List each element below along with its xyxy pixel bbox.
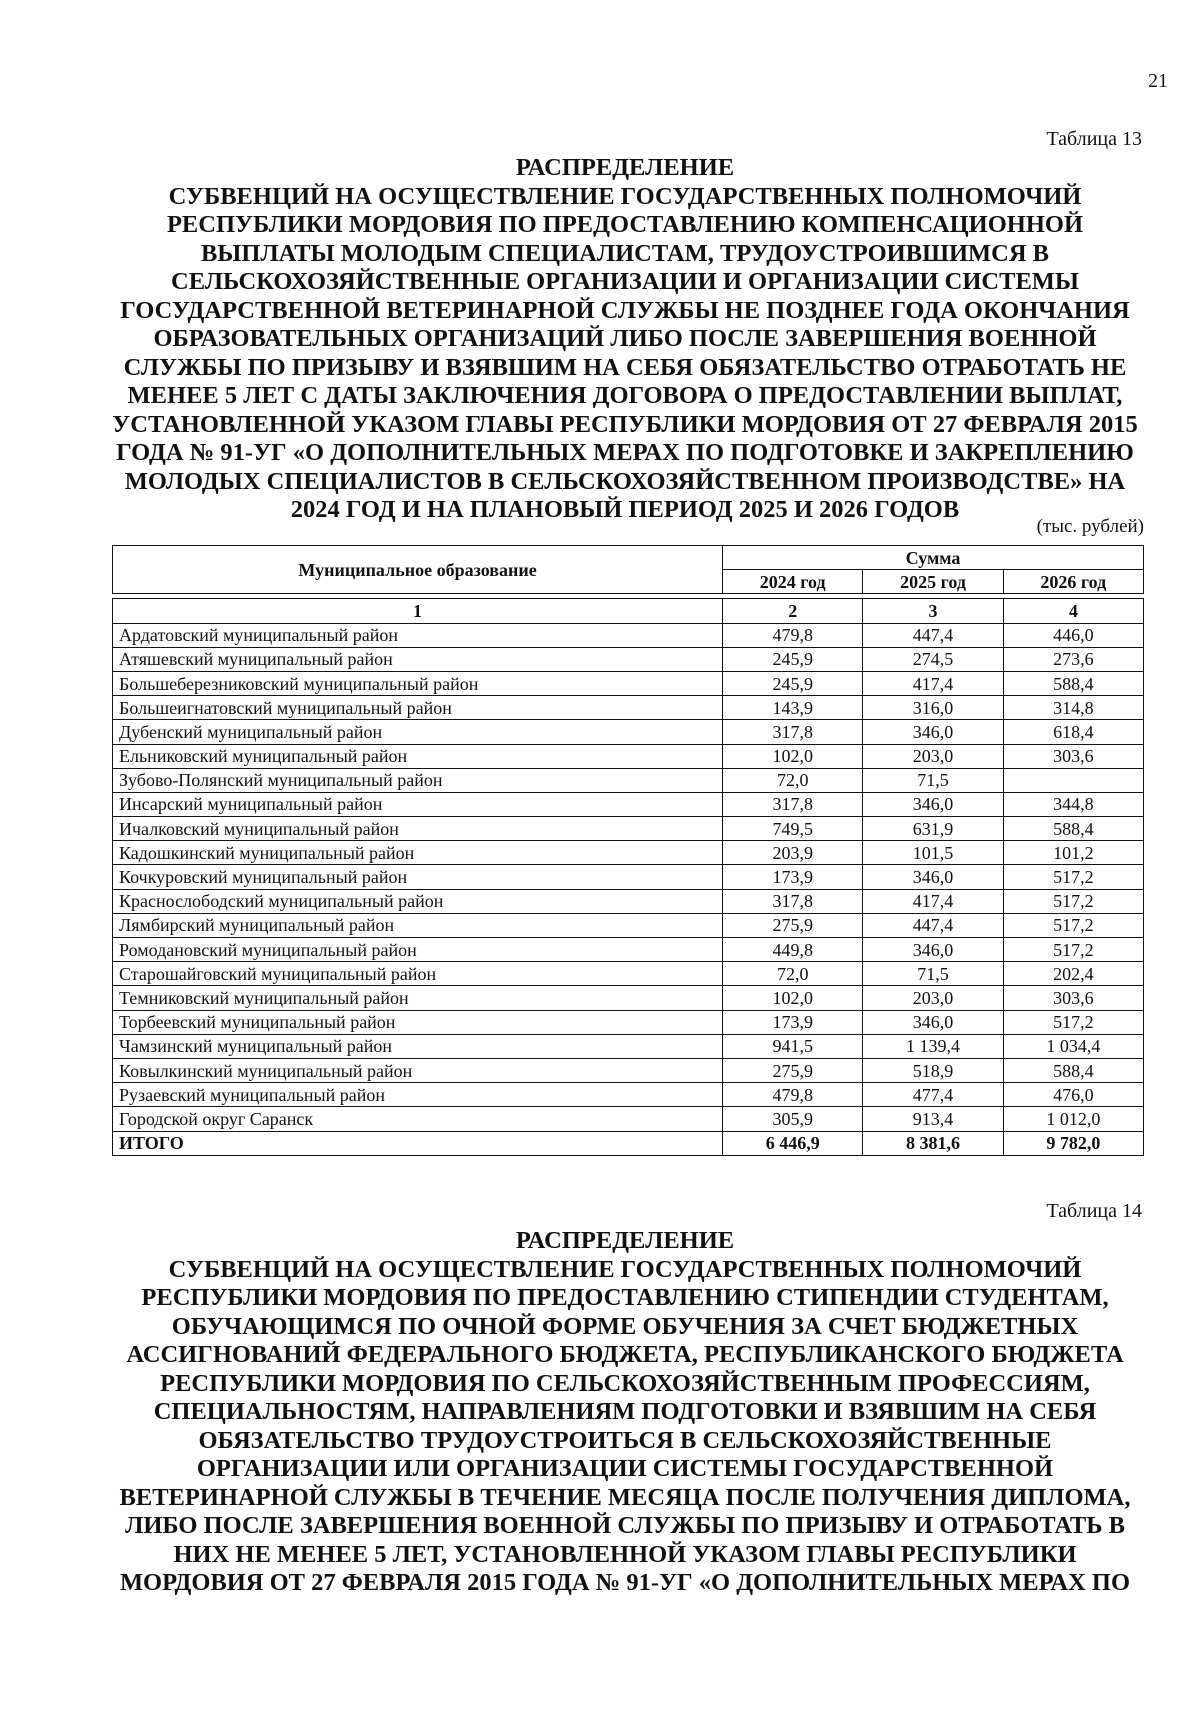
table-row	[113, 1083, 1144, 1107]
header-year-2025: 2025 год	[863, 570, 1003, 594]
value-2024: 102,0	[723, 744, 863, 768]
municipality-name: Ардатовский муниципальный район	[113, 623, 723, 647]
municipality-name: Ельниковский муниципальный район	[113, 744, 723, 768]
column-numbers-row	[113, 599, 1144, 623]
value-2026	[1003, 768, 1143, 792]
value-2026: 303,6	[1003, 986, 1143, 1010]
table-row	[113, 720, 1144, 744]
value-2025: 518,9	[863, 1058, 1003, 1082]
municipality-name: Рузаевский муниципальный район	[113, 1083, 723, 1107]
table-row	[113, 841, 1144, 865]
municipality-name: Ковылкинский муниципальный район	[113, 1058, 723, 1082]
value-2024: 479,8	[723, 623, 863, 647]
value-2026: 303,6	[1003, 744, 1143, 768]
value-2024: 317,8	[723, 889, 863, 913]
municipality-name: Чамзинский муниципальный район	[113, 1034, 723, 1058]
value-2024: 143,9	[723, 696, 863, 720]
value-2024: 245,9	[723, 647, 863, 671]
title-line: УСТАНОВЛЕННОЙ УКАЗОМ ГЛАВЫ РЕСПУБЛИКИ МОРДОВИЯ ОТ 27 ФЕВРАЛЯ 2015	[112, 410, 1138, 438]
value-2025: 913,4	[863, 1107, 1003, 1131]
value-2024: 203,9	[723, 841, 863, 865]
value-2026: 344,8	[1003, 792, 1143, 816]
value-2024: 317,8	[723, 792, 863, 816]
value-2024: 275,9	[723, 913, 863, 937]
value-2025: 417,4	[863, 889, 1003, 913]
value-2025: 1 139,4	[863, 1034, 1003, 1058]
title-line: ОБЯЗАТЕЛЬСТВО ТРУДОУСТРОИТЬСЯ В СЕЛЬСКОХОЗЯЙСТВЕННЫЕ	[198, 1426, 1052, 1454]
table-14-label: Таблица 14	[1046, 1200, 1142, 1222]
title-line: СЛУЖБЫ ПО ПРИЗЫВУ И ВЗЯВШИМ НА СЕБЯ ОБЯЗАТЕЛЬСТВО ОТРАБОТАТЬ НЕ	[123, 353, 1127, 381]
total-2026: 9 782,0	[1003, 1131, 1143, 1155]
value-2024: 173,9	[723, 1010, 863, 1034]
header-year-2026: 2026 год	[1003, 570, 1143, 594]
title-line: ЛИБО ПОСЛЕ ЗАВЕРШЕНИЯ ВОЕННОЙ СЛУЖБЫ ПО ПРИЗЫВУ И ОТРАБОТАТЬ В	[125, 1512, 1125, 1539]
table-row	[113, 1058, 1144, 1082]
title-line: РЕСПУБЛИКИ МОРДОВИЯ ПО СЕЛЬСКОХОЗЯЙСТВЕННЫМ ПРОФЕССИЯМ,	[160, 1369, 1090, 1397]
table-row	[113, 986, 1144, 1010]
value-2025: 71,5	[863, 768, 1003, 792]
title-line: РАСПРЕДЕЛЕНИЕ	[515, 154, 735, 181]
title-line: ГОСУДАРСТВЕННОЙ ВЕТЕРИНАРНОЙ СЛУЖБЫ НЕ ПОЗДНЕЕ ГОДА ОКОНЧАНИЯ	[120, 296, 1130, 324]
municipality-name: Краснослободский муниципальный район	[113, 889, 723, 913]
value-2026: 1 034,4	[1003, 1034, 1143, 1058]
title-line: СУБВЕНЦИЙ НА ОСУЩЕСТВЛЕНИЕ ГОСУДАРСТВЕННЫХ ПОЛНОМОЧИЙ	[168, 182, 1082, 210]
table-row	[113, 623, 1144, 647]
title-line: МОЛОДЫХ СПЕЦИАЛИСТОВ В СЕЛЬСКОХОЗЯЙСТВЕННОМ ПРОИЗВОДСТВЕ» НА	[124, 467, 1126, 495]
value-2024: 72,0	[723, 962, 863, 986]
value-2024: 449,8	[723, 938, 863, 962]
units-note: (тыс. рублей)	[1036, 516, 1144, 537]
title-line: СЕЛЬСКОХОЗЯЙСТВЕННЫЕ ОРГАНИЗАЦИИ И ОРГАНИЗАЦИИ СИСТЕМЫ	[171, 268, 1079, 295]
table-row	[113, 1034, 1144, 1058]
value-2025: 631,9	[863, 817, 1003, 841]
municipality-name: Инсарский муниципальный район	[113, 792, 723, 816]
value-2026: 202,4	[1003, 962, 1143, 986]
table-row	[113, 938, 1144, 962]
table-13-title	[60, 154, 1190, 525]
municipality-name: Городской округ Саранск	[113, 1107, 723, 1131]
table-row	[113, 696, 1144, 720]
value-2025: 203,0	[863, 986, 1003, 1010]
value-2025: 447,4	[863, 623, 1003, 647]
municipality-name: Ромодановский муниципальный район	[113, 938, 723, 962]
table-row	[113, 792, 1144, 816]
value-2026: 273,6	[1003, 647, 1143, 671]
value-2024: 275,9	[723, 1058, 863, 1082]
table-row	[113, 865, 1144, 889]
value-2024: 317,8	[723, 720, 863, 744]
municipality-name: Ичалковский муниципальный район	[113, 817, 723, 841]
value-2026: 517,2	[1003, 913, 1143, 937]
value-2024: 305,9	[723, 1107, 863, 1131]
value-2026: 446,0	[1003, 623, 1143, 647]
title-line: СПЕЦИАЛЬНОСТЯМ, НАПРАВЛЕНИЯМ ПОДГОТОВКИ И ВЗЯВШИМ НА СЕБЯ	[153, 1398, 1097, 1425]
title-line: РАСПРЕДЕЛЕНИЕ	[515, 1227, 735, 1254]
value-2025: 447,4	[863, 913, 1003, 937]
value-2025: 316,0	[863, 696, 1003, 720]
value-2026: 476,0	[1003, 1083, 1143, 1107]
table-13-label: Таблица 13	[1046, 128, 1142, 150]
title-line: 2024 ГОД И НА ПЛАНОВЫЙ ПЕРИОД 2025 И 2026 ГОДОВ	[290, 496, 960, 523]
municipality-name: Кочкуровский муниципальный район	[113, 865, 723, 889]
municipality-name: Торбеевский муниципальный район	[113, 1010, 723, 1034]
table-row	[113, 817, 1144, 841]
value-2024: 749,5	[723, 817, 863, 841]
table-row	[113, 744, 1144, 768]
value-2026: 517,2	[1003, 889, 1143, 913]
value-2026: 517,2	[1003, 1010, 1143, 1034]
municipality-name: Зубово-Полянский муниципальный район	[113, 768, 723, 792]
value-2025: 101,5	[863, 841, 1003, 865]
title-line: ВЫПЛАТЫ МОЛОДЫМ СПЕЦИАЛИСТАМ, ТРУДОУСТРОИВШИМСЯ В	[200, 239, 1050, 267]
municipality-name: Большеберезниковский муниципальный район	[113, 671, 723, 695]
municipality-name: Дубенский муниципальный район	[113, 720, 723, 744]
municipality-name: Темниковский муниципальный район	[113, 986, 723, 1010]
table-row	[113, 768, 1144, 792]
title-line: ОБРАЗОВАТЕЛЬНЫХ ОРГАНИЗАЦИЙ ЛИБО ПОСЛЕ ЗАВЕРШЕНИЯ ВОЕННОЙ	[153, 325, 1097, 352]
title-line: ОБУЧАЮЩИМСЯ ПО ОЧНОЙ ФОРМЕ ОБУЧЕНИЯ ЗА СЧЕТ БЮДЖЕТНЫХ	[171, 1312, 1079, 1340]
title-line: СУБВЕНЦИЙ НА ОСУЩЕСТВЛЕНИЕ ГОСУДАРСТВЕННЫХ ПОЛНОМОЧИЙ	[168, 1255, 1082, 1283]
column-number: 1	[113, 599, 723, 623]
value-2025: 203,0	[863, 744, 1003, 768]
value-2024: 102,0	[723, 986, 863, 1010]
page-number: 21	[1148, 70, 1168, 92]
value-2024: 479,8	[723, 1083, 863, 1107]
title-line: МЕНЕЕ 5 ЛЕТ С ДАТЫ ЗАКЛЮЧЕНИЯ ДОГОВОРА О ПРЕДОСТАВЛЕНИИ ВЫПЛАТ,	[127, 382, 1123, 409]
value-2026: 517,2	[1003, 938, 1143, 962]
header-sum: Сумма	[723, 546, 1144, 570]
value-2025: 346,0	[863, 865, 1003, 889]
value-2026: 588,4	[1003, 1058, 1143, 1082]
value-2026: 1 012,0	[1003, 1107, 1143, 1131]
title-line: РЕСПУБЛИКИ МОРДОВИЯ ПО ПРЕДОСТАВЛЕНИЮ КОМПЕНСАЦИОННОЙ	[166, 211, 1084, 238]
value-2025: 71,5	[863, 962, 1003, 986]
municipality-name: Кадошкинский муниципальный район	[113, 841, 723, 865]
value-2024: 941,5	[723, 1034, 863, 1058]
value-2024: 72,0	[723, 768, 863, 792]
table-14-title	[60, 1227, 1190, 1598]
title-line: РЕСПУБЛИКИ МОРДОВИЯ ПО ПРЕДОСТАВЛЕНИЮ СТИПЕНДИИ СТУДЕНТАМ,	[141, 1284, 1109, 1311]
value-2026: 588,4	[1003, 671, 1143, 695]
title-line: ГОДА № 91-УГ «О ДОПОЛНИТЕЛЬНЫХ МЕРАХ ПО ПОДГОТОВКЕ И ЗАКРЕПЛЕНИЮ	[116, 439, 1134, 466]
column-number: 2	[723, 599, 863, 623]
value-2025: 346,0	[863, 1010, 1003, 1034]
table-row	[113, 962, 1144, 986]
total-2024: 6 446,9	[723, 1131, 863, 1155]
value-2026: 618,4	[1003, 720, 1143, 744]
header-year-2024: 2024 год	[723, 570, 863, 594]
value-2025: 346,0	[863, 938, 1003, 962]
title-line: АССИГНОВАНИЙ ФЕДЕРАЛЬНОГО БЮДЖЕТА, РЕСПУБЛИКАНСКОГО БЮДЖЕТА	[126, 1341, 1124, 1368]
value-2025: 346,0	[863, 792, 1003, 816]
header-municipality: Муниципальное образование	[113, 546, 723, 594]
total-label: ИТОГО	[113, 1131, 723, 1155]
table-row	[113, 647, 1144, 671]
municipality-name: Старошайговский муниципальный район	[113, 962, 723, 986]
value-2026: 588,4	[1003, 817, 1143, 841]
municipality-name: Атяшевский муниципальный район	[113, 647, 723, 671]
value-2024: 173,9	[723, 865, 863, 889]
value-2025: 477,4	[863, 1083, 1003, 1107]
table-row	[113, 889, 1144, 913]
table-row	[113, 913, 1144, 937]
value-2025: 417,4	[863, 671, 1003, 695]
value-2025: 346,0	[863, 720, 1003, 744]
total-2025: 8 381,6	[863, 1131, 1003, 1155]
total-row	[113, 1131, 1144, 1155]
value-2024: 245,9	[723, 671, 863, 695]
title-line: ОРГАНИЗАЦИИ ИЛИ ОРГАНИЗАЦИИ СИСТЕМЫ ГОСУДАРСТВЕННОЙ	[196, 1455, 1054, 1482]
table-row	[113, 1107, 1144, 1131]
municipality-name: Большеигнатовский муниципальный район	[113, 696, 723, 720]
table-row	[113, 1010, 1144, 1034]
column-number: 3	[863, 599, 1003, 623]
column-number: 4	[1003, 599, 1143, 623]
title-line: ВЕТЕРИНАРНОЙ СЛУЖБЫ В ТЕЧЕНИЕ МЕСЯЦА ПОСЛЕ ПОЛУЧЕНИЯ ДИПЛОМА,	[119, 1483, 1131, 1511]
table-row	[113, 671, 1144, 695]
value-2026: 314,8	[1003, 696, 1143, 720]
title-line: МОРДОВИЯ ОТ 27 ФЕВРАЛЯ 2015 ГОДА № 91-УГ «О ДОПОЛНИТЕЛЬНЫХ МЕРАХ ПО	[119, 1569, 1131, 1596]
title-line: НИХ НЕ МЕНЕЕ 5 ЛЕТ, УСТАНОВЛЕННОЙ УКАЗОМ ГЛАВЫ РЕСПУБЛИКИ	[173, 1540, 1077, 1568]
subventions-table-13	[112, 545, 1144, 1156]
value-2025: 274,5	[863, 647, 1003, 671]
value-2026: 101,2	[1003, 841, 1143, 865]
municipality-name: Лямбирский муниципальный район	[113, 913, 723, 937]
value-2026: 517,2	[1003, 865, 1143, 889]
